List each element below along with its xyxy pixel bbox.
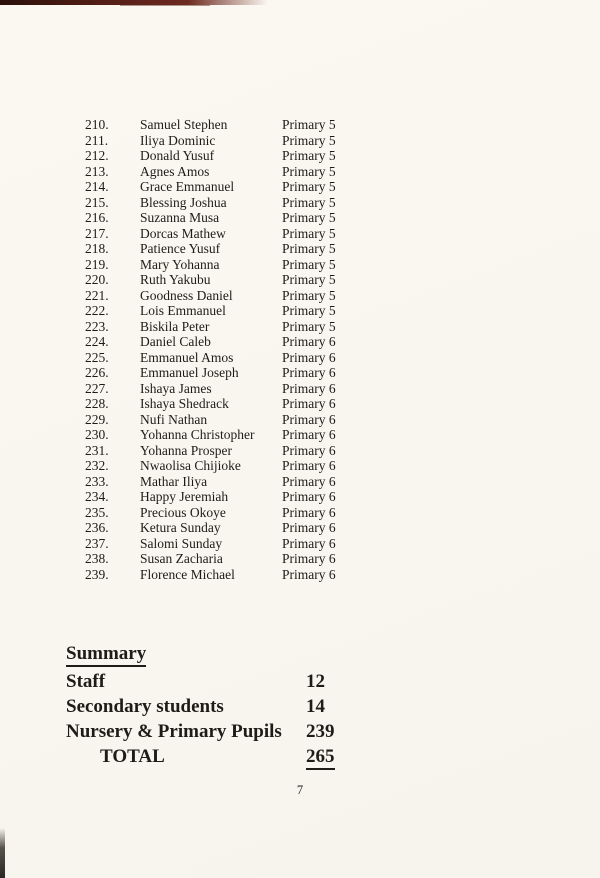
roster-number: 224. <box>85 334 109 349</box>
roster-number: 216. <box>85 210 109 225</box>
roster-row <box>85 427 505 443</box>
roster-name: Mary Yohanna <box>140 256 220 272</box>
summary-label: Nursery & Primary Pupils <box>66 721 282 742</box>
roster-name: Iliya Dominic <box>140 132 216 148</box>
roster-class: Primary 5 <box>282 318 336 334</box>
roster-name: Precious Okoye <box>140 504 226 520</box>
roster-number: 239. <box>85 566 109 582</box>
summary-total-value: 265 <box>306 746 335 770</box>
roster-row <box>85 210 505 226</box>
roster-row <box>85 365 505 381</box>
roster-name: Dorcas Mathew <box>140 225 226 241</box>
roster-number: 228. <box>85 396 109 411</box>
roster-row <box>85 195 505 211</box>
roster-class: Primary 6 <box>282 396 336 411</box>
summary-value: 239 <box>306 721 335 742</box>
roster-row <box>85 272 505 288</box>
roster-name: Ruth Yakubu <box>140 272 211 287</box>
summary-row-staff <box>66 669 466 694</box>
roster-class: Primary 6 <box>282 504 336 520</box>
roster-name: Yohanna Christopher <box>140 427 255 442</box>
roster-row <box>85 489 505 505</box>
roster-row <box>85 164 505 180</box>
roster-name: Yohanna Prosper <box>140 442 233 458</box>
summary-row-total <box>66 744 466 770</box>
roster-row <box>85 117 505 133</box>
roster-number: 213. <box>85 163 109 179</box>
summary-heading-row <box>66 642 466 669</box>
summary-row-nursery-primary <box>66 719 466 744</box>
roster-class: Primary 6 <box>282 442 336 458</box>
roster-row <box>85 179 505 195</box>
roster-name: Goodness Daniel <box>140 287 233 303</box>
roster-name: Florence Michael <box>140 566 235 582</box>
roster-row <box>85 520 505 536</box>
roster-name: Mathar Iliya <box>140 473 208 489</box>
roster-number: 215. <box>85 194 109 210</box>
roster-class: Primary 6 <box>282 427 336 442</box>
roster-row <box>85 257 505 273</box>
roster-name: Susan Zacharia <box>140 551 223 566</box>
roster-row <box>85 396 505 412</box>
roster-row <box>85 334 505 350</box>
roster-number: 227. <box>85 380 109 396</box>
roster-name: Emmanuel Joseph <box>140 365 239 380</box>
summary-total-label: TOTAL <box>100 746 165 767</box>
roster-row <box>85 148 505 164</box>
summary-total-value-wrap <box>306 744 466 770</box>
roster-number: 219. <box>85 256 109 272</box>
roster-number: 217. <box>85 225 109 241</box>
roster-row <box>85 133 505 149</box>
roster-row <box>85 350 505 366</box>
roster-class: Primary 6 <box>282 458 336 473</box>
roster-name: Agnes Amos <box>140 163 210 179</box>
roster-class: Primary 6 <box>282 520 336 535</box>
roster-name: Ishaya Shedrack <box>140 396 229 411</box>
roster-number: 221. <box>85 287 109 303</box>
roster-number: 234. <box>85 489 109 504</box>
roster-number: 232. <box>85 458 109 473</box>
roster-class: Primary 5 <box>282 272 336 287</box>
roster-number: 238. <box>85 551 109 566</box>
roster-class: Primary 6 <box>282 365 336 380</box>
roster-name: Biskila Peter <box>140 318 210 334</box>
roster-name: Nwaolisa Chijioke <box>140 458 241 473</box>
summary-row-secondary <box>66 694 466 719</box>
roster-number: 214. <box>85 179 109 194</box>
roster-name: Nufi Nathan <box>140 411 208 427</box>
roster-class: Primary 5 <box>282 132 336 148</box>
roster-name: Salomi Sunday <box>140 535 223 551</box>
summary-label: Staff <box>66 671 106 692</box>
roster-number: 210. <box>85 117 109 132</box>
roster-number: 218. <box>85 241 109 256</box>
summary-section <box>66 642 466 770</box>
roster-row <box>85 551 505 567</box>
scan-edge-artifact-top <box>0 0 268 5</box>
roster-number: 230. <box>85 427 109 442</box>
roster-name: Daniel Caleb <box>140 334 211 349</box>
roster-class: Primary 5 <box>282 225 336 241</box>
roster-name: Happy Jeremiah <box>140 489 229 504</box>
roster-class: Primary 5 <box>282 241 336 256</box>
roster-class: Primary 6 <box>282 349 336 365</box>
summary-label: Secondary students <box>66 696 224 717</box>
roster-class: Primary 5 <box>282 117 336 132</box>
roster-row <box>85 412 505 428</box>
roster-class: Primary 5 <box>282 287 336 303</box>
roster-row <box>85 567 505 583</box>
roster-name: Patience Yusuf <box>140 241 221 256</box>
roster-class: Primary 6 <box>282 411 336 427</box>
roster-row <box>85 381 505 397</box>
roster-number: 223. <box>85 318 109 334</box>
roster-class: Primary 5 <box>282 256 336 272</box>
roster-row <box>85 319 505 335</box>
roster-name: Suzanna Musa <box>140 210 220 225</box>
roster-number: 226. <box>85 365 109 380</box>
roster-class: Primary 6 <box>282 489 336 504</box>
roster-name: Samuel Stephen <box>140 117 228 132</box>
roster-row <box>85 505 505 521</box>
summary-value: 12 <box>306 671 325 692</box>
roster-name: Lois Emmanuel <box>140 303 226 318</box>
roster-number: 233. <box>85 473 109 489</box>
roster-class: Primary 6 <box>282 566 336 582</box>
roster-row <box>85 288 505 304</box>
roster-number: 231. <box>85 442 109 458</box>
roster-class: Primary 5 <box>282 303 336 318</box>
roster-number: 222. <box>85 303 109 318</box>
roster-row <box>85 536 505 552</box>
roster-class: Primary 6 <box>282 535 336 551</box>
roster-number: 211. <box>85 132 109 148</box>
roster-name: Grace Emmanuel <box>140 179 235 194</box>
roster-number: 229. <box>85 411 109 427</box>
roster-class: Primary 6 <box>282 380 336 396</box>
roster-number: 235. <box>85 504 109 520</box>
summary-value: 14 <box>306 696 325 717</box>
roster-number: 220. <box>85 272 109 287</box>
page-number: 7 <box>296 783 304 797</box>
roster-name: Blessing Joshua <box>140 194 227 210</box>
roster-class: Primary 6 <box>282 551 336 566</box>
roster-class: Primary 5 <box>282 179 336 194</box>
roster-class: Primary 5 <box>282 148 336 163</box>
roster-row <box>85 303 505 319</box>
roster-number: 225. <box>85 349 109 365</box>
roster-table <box>85 117 505 582</box>
roster-name: Ketura Sunday <box>140 520 221 535</box>
roster-row <box>85 226 505 242</box>
roster-row <box>85 241 505 257</box>
scan-edge-artifact-bottom-left <box>0 828 5 878</box>
roster-number: 212. <box>85 148 109 163</box>
roster-class: Primary 6 <box>282 473 336 489</box>
roster-row <box>85 443 505 459</box>
summary-heading: Summary <box>66 642 146 667</box>
roster-class: Primary 5 <box>282 210 336 225</box>
roster-number: 236. <box>85 520 109 535</box>
roster-name: Ishaya James <box>140 380 212 396</box>
roster-class: Primary 5 <box>282 194 336 210</box>
roster-row <box>85 474 505 490</box>
roster-class: Primary 5 <box>282 163 336 179</box>
roster-name: Emmanuel Amos <box>140 349 234 365</box>
roster-class: Primary 6 <box>282 334 336 349</box>
roster-row <box>85 458 505 474</box>
roster-number: 237. <box>85 535 109 551</box>
roster-name: Donald Yusuf <box>140 148 215 163</box>
